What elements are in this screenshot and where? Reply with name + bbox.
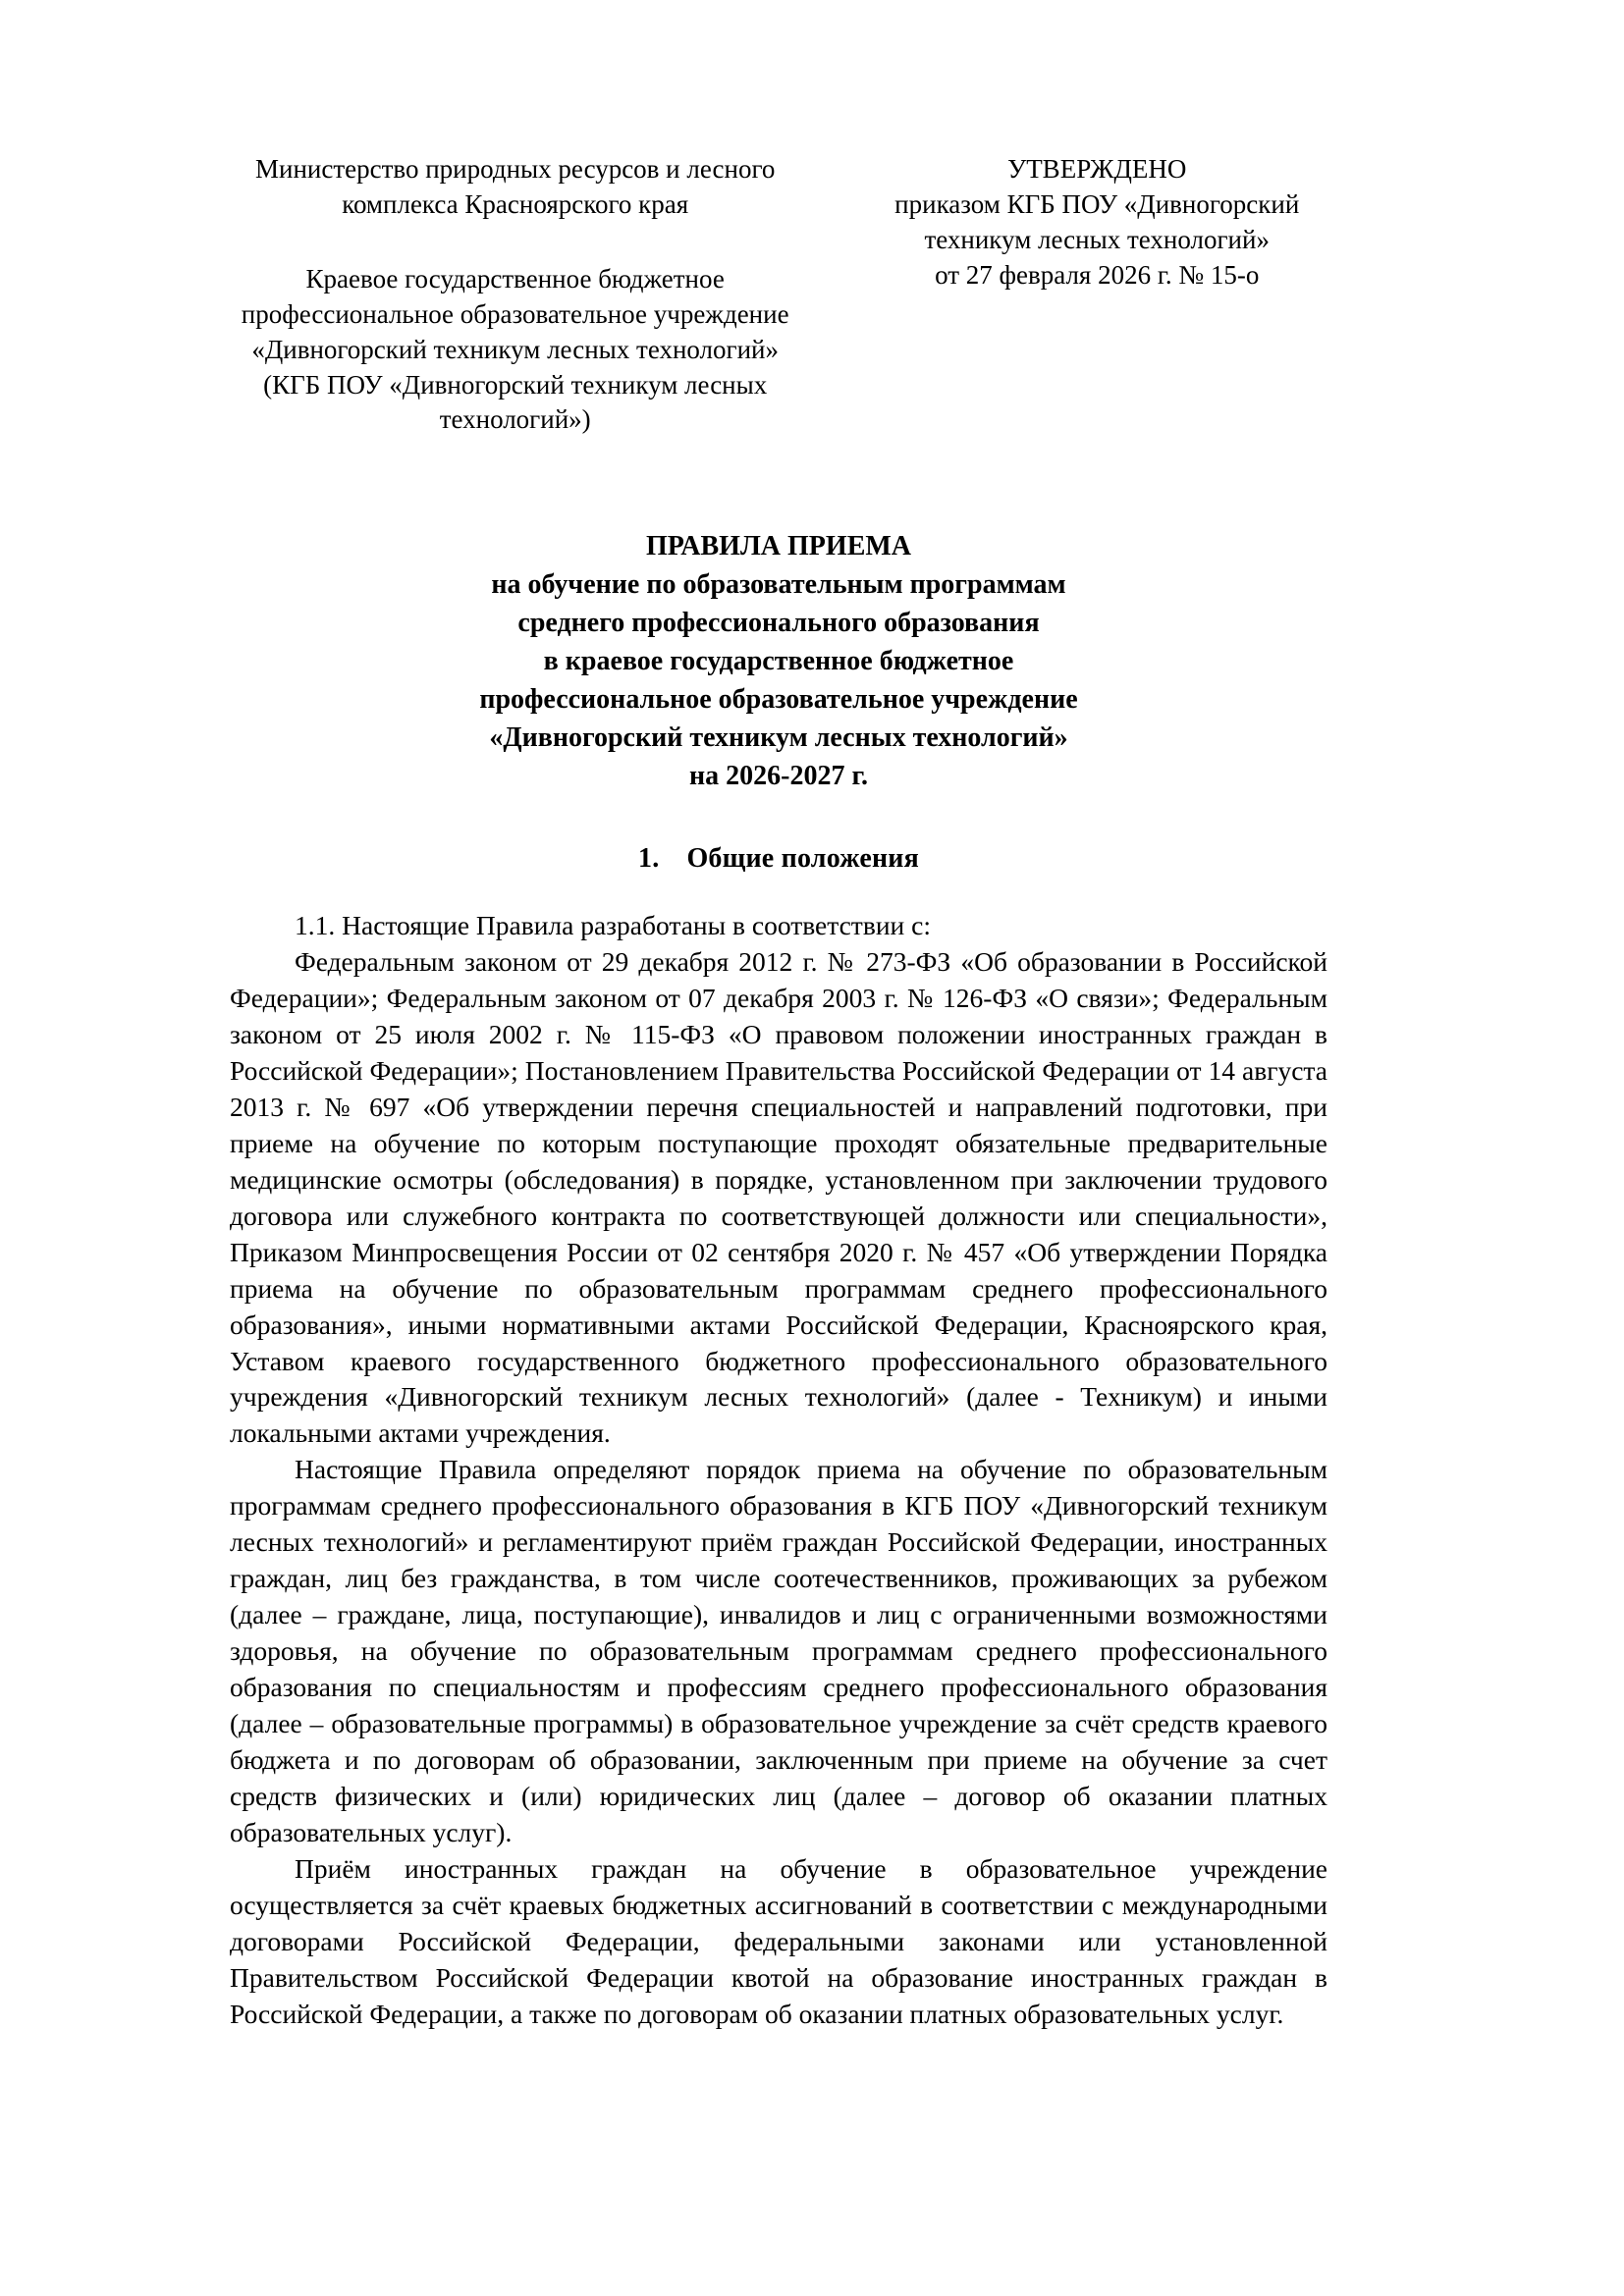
title-line-3: в краевое государственное бюджетное: [543, 646, 1014, 677]
header-left-block: [230, 152, 800, 438]
header-spacer: [230, 223, 800, 262]
section-title: Общие положения: [686, 842, 919, 874]
section-number: 1.: [638, 842, 660, 874]
page-content: [230, 152, 1327, 2033]
institution-line-3: «Дивногорский техникум лесных технологий»: [251, 334, 780, 364]
ministry-line-1: Министерство природных ресурсов и лесного: [255, 154, 776, 184]
institution-line-1: Краевое государственное бюджетное: [305, 263, 725, 294]
title-line-5: «Дивногорский техникум лесных технологий»: [489, 721, 1068, 753]
ministry-line-2: комплекса Красноярского края: [342, 188, 689, 219]
approval-line-2: техникум лесных технологий»: [924, 224, 1270, 254]
institution-line-2: профессиональное образовательное учреждение: [241, 298, 789, 329]
title-line-4: профессиональное образовательное учреждение: [479, 683, 1078, 715]
title-line-1: на обучение по образовательным программам: [491, 569, 1066, 601]
section-heading: [230, 843, 1327, 875]
document-body: [230, 908, 1327, 2034]
document-title: [230, 528, 1327, 795]
document-header: [230, 152, 1327, 438]
institution-line-4: (КГБ ПОУ «Дивногорский техникум лесных: [263, 369, 768, 400]
paragraph-scope: Настоящие Правила определяют порядок приема на обучение по образовательным программам среднего профессионального образования в КГБ ПОУ «Дивногорский техникум лесных технологий» и регламентируют приём граждан Российской Федерации, иностранных граждан, лиц без гражданства, в том числе соотечественников, проживающих за рубежом (далее – граждане, лица, поступающие), инвалидов и лиц с ограниченными возможностями здоровья, на обучение по образовательным программам среднего профессионального образования по специальностям и профессиям среднего профессионального образования (далее – образовательные программы) в образовательное учреждение за счёт средств краевого бюджета и по договорам об образовании, заключенным при приеме на обучение за счет средств физических и (или) юридических лиц (далее – договор об оказании платных образовательных услуг).: [230, 1454, 1327, 1848]
title-line-2: среднего профессионального образования: [517, 608, 1040, 639]
title-main: ПРАВИЛА ПРИЕМА: [645, 531, 912, 562]
paragraph-1-1: 1.1. Настоящие Правила разработаны в соответствии с:: [295, 909, 931, 940]
paragraph-legal-basis: Федеральным законом от 29 декабря 2012 г. № 273-ФЗ «Об образовании в Российской Федерации»; Федеральным законом от 07 декабря 2003 г. № 126-ФЗ «О связи»; Федеральным законом от 25 июля 2002 г. № 115-ФЗ «О правовом положении иностранных граждан в Российской Федерации»; Постановлением Правительства Российской Федерации от 14 августа 2013 г. № 697 «Об утверждении перечня специальностей и направлений подготовки, при приеме на обучение по которым поступающие проходят обязательные предварительные медицинские осмотры (обследования) в порядке, установленном при заключении трудового договора или служебного контракта по соответствующей должности или специальности», Приказом Минпросвещения России от 02 сентября 2020 г. № 457 «Об утверждении Порядка приема на обучение по образовательным программам среднего профессионального образования», иными нормативными актами Российской Федерации, Красноярского края, Уставом краевого государственного бюджетного профессионального образовательного учреждения «Дивногорский техникум лесных технологий» (далее - Техникум) и иными локальными актами учреждения.: [230, 945, 1327, 1449]
approval-block: [866, 152, 1327, 294]
approval-line-1: приказом КГБ ПОУ «Дивногорский: [894, 188, 1300, 219]
title-line-6: на 2026-2027 г.: [688, 760, 868, 791]
approved-label: УТВЕРЖДЕНО: [1007, 154, 1187, 184]
approval-order-line: от 27 февраля 2026 г. № 15-о: [935, 259, 1260, 290]
paragraph-foreign-citizens: Приём иностранных граждан на обучение в образовательное учреждение осуществляется за счёт краевых бюджетных ассигнований в соответствии с международными договорами Российской Федерации, федеральными законами или установленной Правительством Российской Федерации квотой на образование иностранных граждан в Российской Федерации, а также по договорам об оказании платных образовательных услуг.: [230, 1853, 1327, 2030]
institution-line-5: технологий»): [439, 404, 591, 435]
